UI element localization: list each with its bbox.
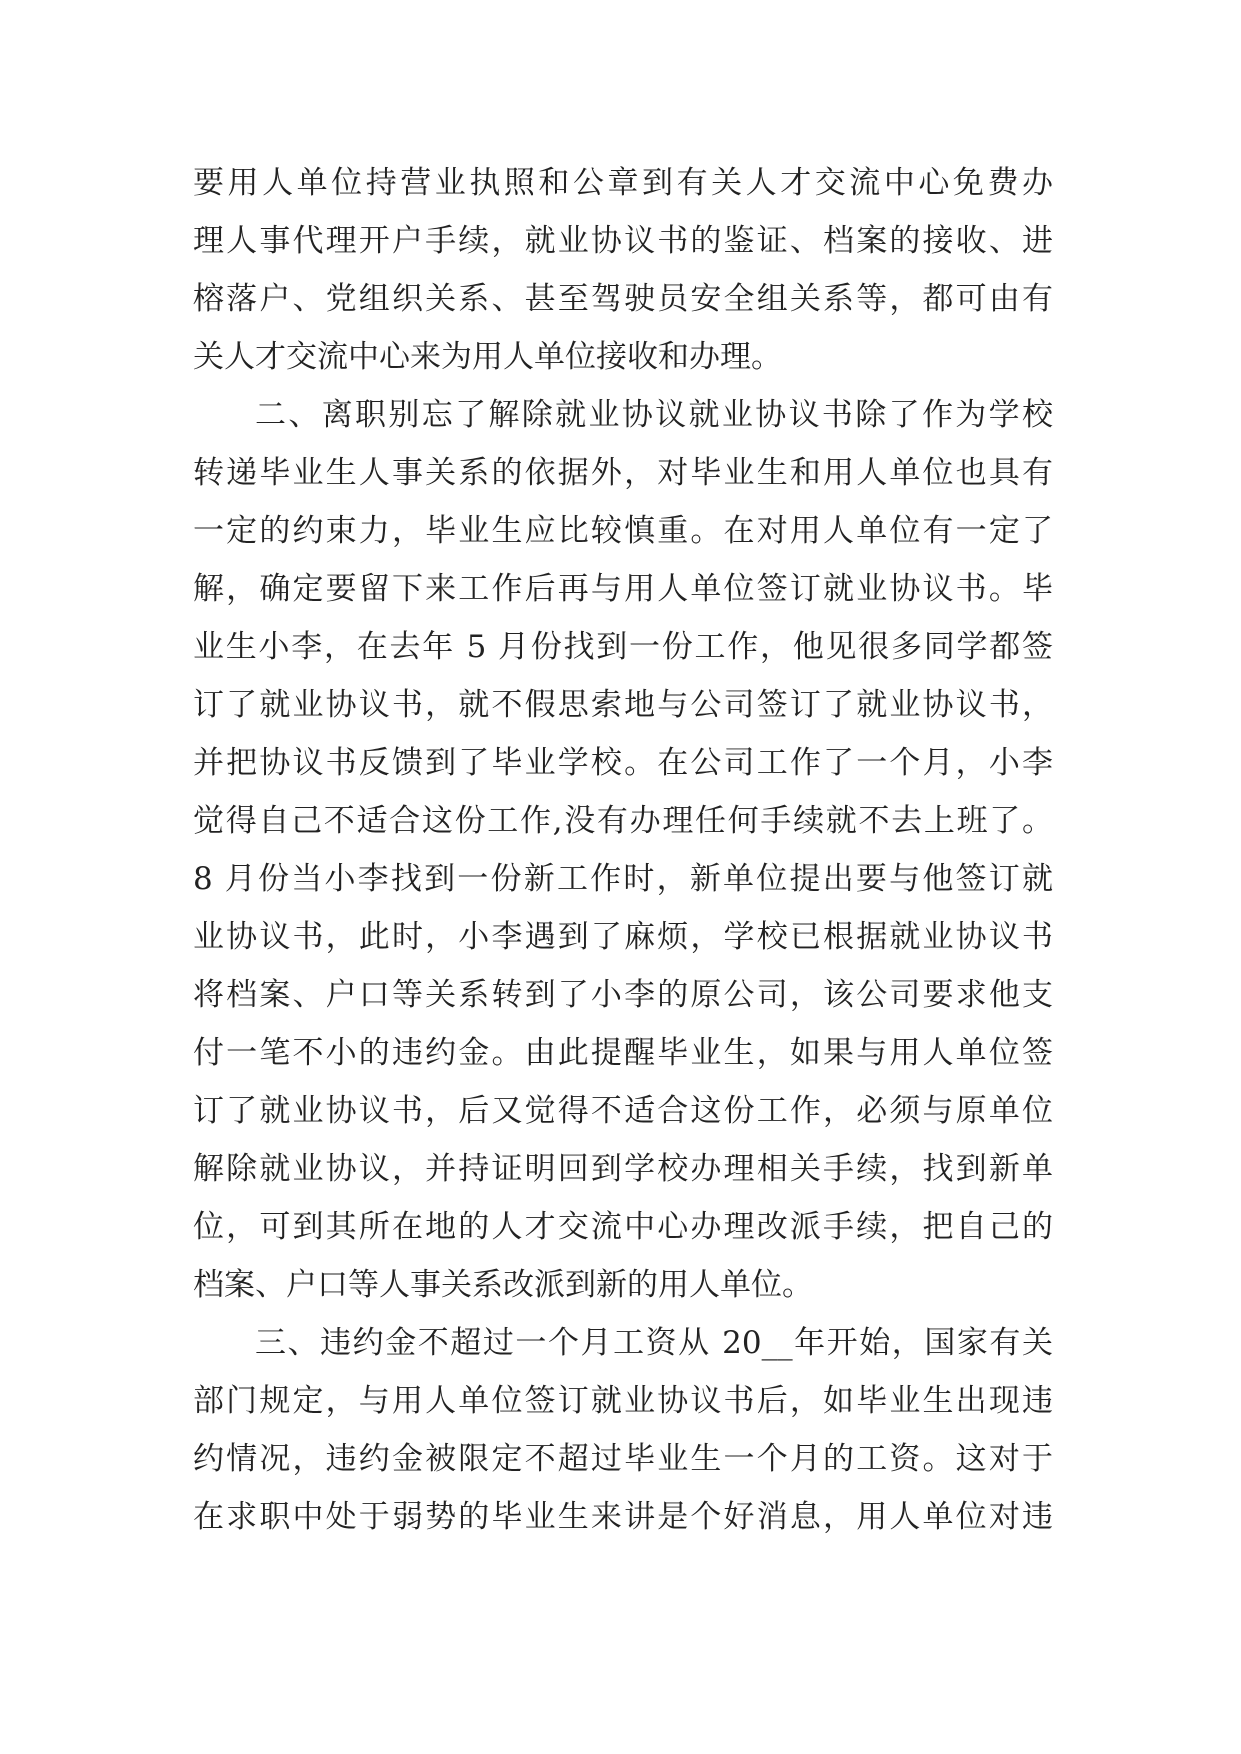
text-line: 关人才交流中心来为用人单位接收和办理。	[193, 339, 782, 375]
text-line: 要用人单位持营业执照和公章到有关人才交流中心免费办	[193, 165, 1053, 201]
text-line: 8 月份当小李找到一份新工作时，新单位提出要与他签订就	[193, 861, 1053, 897]
text-line: 订了就业协议书，后又觉得不适合这份工作，必须与原单位	[193, 1093, 1053, 1129]
text-line: 部门规定，与用人单位签订就业协议书后，如毕业生出现违	[193, 1383, 1053, 1419]
text-line: 转递毕业生人事关系的依据外，对毕业生和用人单位也具有	[193, 455, 1053, 491]
text-line: 解，确定要留下来工作后再与用人单位签订就业协议书。毕	[193, 571, 1053, 607]
text-line: 理人事代理开户手续，就业协议书的鉴证、档案的接收、进	[193, 223, 1053, 259]
text-line: 将档案、户口等关系转到了小李的原公司，该公司要求他支	[193, 977, 1053, 1013]
text-line: 榕落户、党组织关系、甚至驾驶员安全组关系等，都可由有	[193, 281, 1053, 317]
text-line: 在求职中处于弱势的毕业生来讲是个好消息，用人单位对违	[193, 1499, 1053, 1535]
text-line: 业生小李，在去年 5 月份找到一份工作，他见很多同学都签	[193, 629, 1053, 665]
text-line: 付一笔不小的违约金。由此提醒毕业生，如果与用人单位签	[193, 1035, 1053, 1071]
text-line: 位，可到其所在地的人才交流中心办理改派手续，把自己的	[193, 1209, 1053, 1245]
text-line: 档案、户口等人事关系改派到新的用人单位。	[193, 1267, 813, 1303]
text-line: 解除就业协议，并持证明回到学校办理相关手续，找到新单	[193, 1151, 1053, 1187]
paragraph-heading-line: 二、离职别忘了解除就业协议就业协议书除了作为学校	[255, 397, 1053, 433]
text-line: 订了就业协议书，就不假思索地与公司签订了就业协议书，	[193, 687, 1053, 723]
text-line: 觉得自己不适合这份工作,没有办理任何手续就不去上班了。	[193, 803, 1053, 839]
text-line: 约情况，违约金被限定不超过毕业生一个月的工资。这对于	[193, 1441, 1053, 1477]
text-line: 一定的约束力，毕业生应比较慎重。在对用人单位有一定了	[193, 513, 1053, 549]
body-text	[193, 154, 1053, 1546]
text-line: 并把协议书反馈到了毕业学校。在公司工作了一个月，小李	[193, 745, 1053, 781]
paragraph-heading-line: 三、违约金不超过一个月工资从 20__年开始，国家有关	[255, 1325, 1053, 1361]
text-line: 业协议书，此时，小李遇到了麻烦，学校已根据就业协议书	[193, 919, 1053, 955]
